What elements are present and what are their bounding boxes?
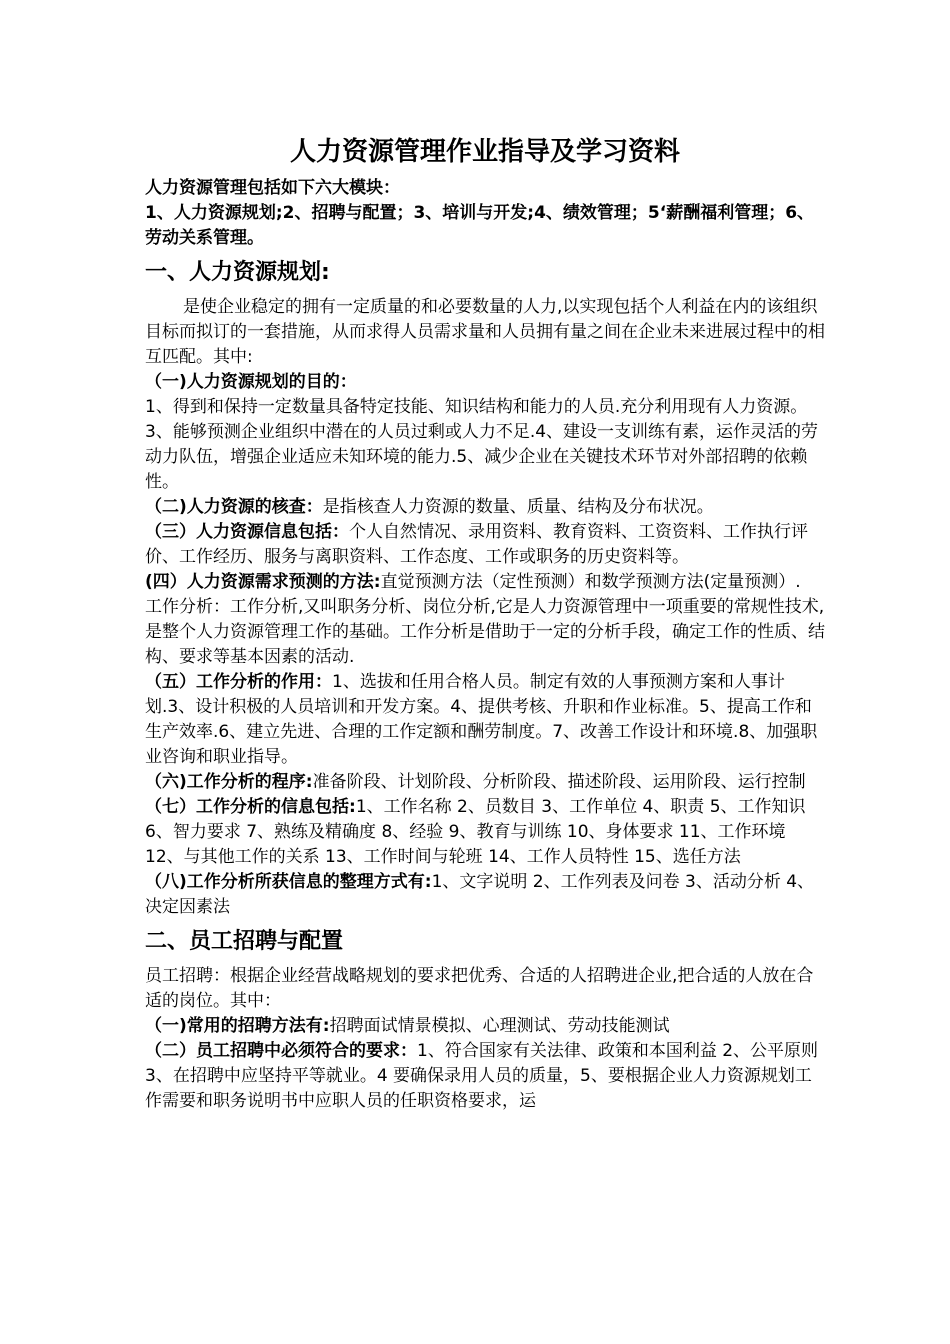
section-1-heading: 一、人力资源规划: [145, 260, 330, 285]
item-text: 是指核查人力资源的数量、质量、结构及分布状况。 [322, 497, 714, 517]
section-1-item [145, 795, 825, 870]
item-label: （二）员工招聘中必须符合的要求： [145, 1041, 417, 1061]
item-text: 直觉预测方法（定性预测）和数学预测方法(定量预测）. [380, 572, 801, 592]
section-2-item [145, 1014, 825, 1039]
section-1-item [145, 870, 825, 920]
item-text: 1、工作名称 2、员数目 3、工作单位 4、职责 5、工作知识 6、智力要求 7、熟练及精确度 8、经验 9、教育与训练 10、身体要求 11、工作环境 12、与其他工作的关系 13、工作时间与轮班 14、工作人员特性 15、选任方法 [145, 797, 806, 867]
intro-line-2: 1、人力资源规划;2、招聘与配置；3、培训与开发;4、绩效管理；5‘薪酬福利管理；6、劳动关系管理。 [145, 203, 815, 248]
item-text: 工作分析：工作分析,又叫职务分析、岗位分析,它是人力资源管理中一项重要的常规性技术,是整个人力资源管理工作的基础。工作分析是借助于一定的分析手段，确定工作的性质、结构、要求等基本因素的活动. [145, 597, 825, 667]
item-label: （五）工作分析的作用： [145, 672, 332, 692]
section-1-item [145, 495, 825, 520]
item-text: 招聘面试情景模拟、心理测试、劳动技能测试 [329, 1016, 670, 1036]
item-label: （三）人力资源信息包括： [145, 522, 349, 542]
section-1-item [145, 570, 825, 595]
section-1-item [145, 670, 825, 770]
section-1-item [145, 595, 825, 670]
item-text: 1、文字说明 2、工作列表及问卷 3、活动分析 4、决定因素法 [145, 872, 815, 917]
item-label: （八)工作分析所获信息的整理方式有: [145, 872, 432, 892]
section-1-item [145, 370, 825, 395]
section-2-item [145, 1039, 825, 1114]
item-text: 个人自然情况、录用资料、教育资料、工资资料、工作执行评价、工作经历、服务与离职资料、工作态度、工作或职务的历史资料等。 [145, 522, 808, 567]
section-1-paragraph: 是使企业稳定的拥有一定质量的和必要数量的人力,以实现包括个人利益在内的该组织目标而拟订的一套措施，从而求得人员需求量和人员拥有量之间在企业未来进展过程中的相互匹配。其中: [145, 297, 825, 367]
section-1-item [145, 770, 825, 795]
section-1-item [145, 395, 825, 495]
section-2-heading: 二、员工招聘与配置 [145, 929, 344, 954]
item-label: （六)工作分析的程序: [145, 772, 313, 792]
item-text: 1、符合国家有关法律、政策和本国利益 2、公平原则 3、在招聘中应坚持平等就业。4 要确保录用人员的质量，5、要根据企业人力资源规划工作需要和职务说明书中应职人员的任职资格要求，运 [145, 1041, 819, 1111]
section-2-paragraph: 员工招聘：根据企业经营战略规划的要求把优秀、合适的人招聘进企业,把合适的人放在合适的岗位。其中： [145, 966, 814, 1011]
section-1-item [145, 520, 825, 570]
item-label: （二)人力资源的核查： [145, 497, 323, 517]
document-title: 人力资源管理作业指导及学习资料 [289, 137, 680, 167]
item-label: （七）工作分析的信息包括: [145, 797, 356, 817]
item-text: 准备阶段、计划阶段、分析阶段、描述阶段、运用阶段、运行控制 [312, 772, 806, 792]
intro-line-1: 人力资源管理包括如下六大模块： [145, 178, 400, 198]
item-text: 1、选拔和任用合格人员。制定有效的人事预测方案和人事计划.3、设计积极的人员培训和开发方案。4、提供考核、升职和作业标准。5、提高工作和生产效率.6、建立先进、合理的工作定额和酬劳制度。7、改善工作设计和环境.8、加强职业咨询和职业指导。 [145, 672, 818, 767]
document-page [145, 134, 825, 1114]
item-text: 1、得到和保持一定数量具备特定技能、知识结构和能力的人员.充分利用现有人力资源。3、能够预测企业组织中潜在的人员过剩或人力不足.4、建设一支训练有素，运作灵活的劳动力队伍，增强企业适应未知环境的能力.5、减少企业在关键技术环节对外部招聘的依赖性。 [145, 397, 819, 492]
item-label: (四）人力资源需求预测的方法: [145, 572, 381, 592]
item-label: （一)人力资源规划的目的： [145, 372, 357, 392]
item-label: （一)常用的招聘方法有: [145, 1016, 330, 1036]
